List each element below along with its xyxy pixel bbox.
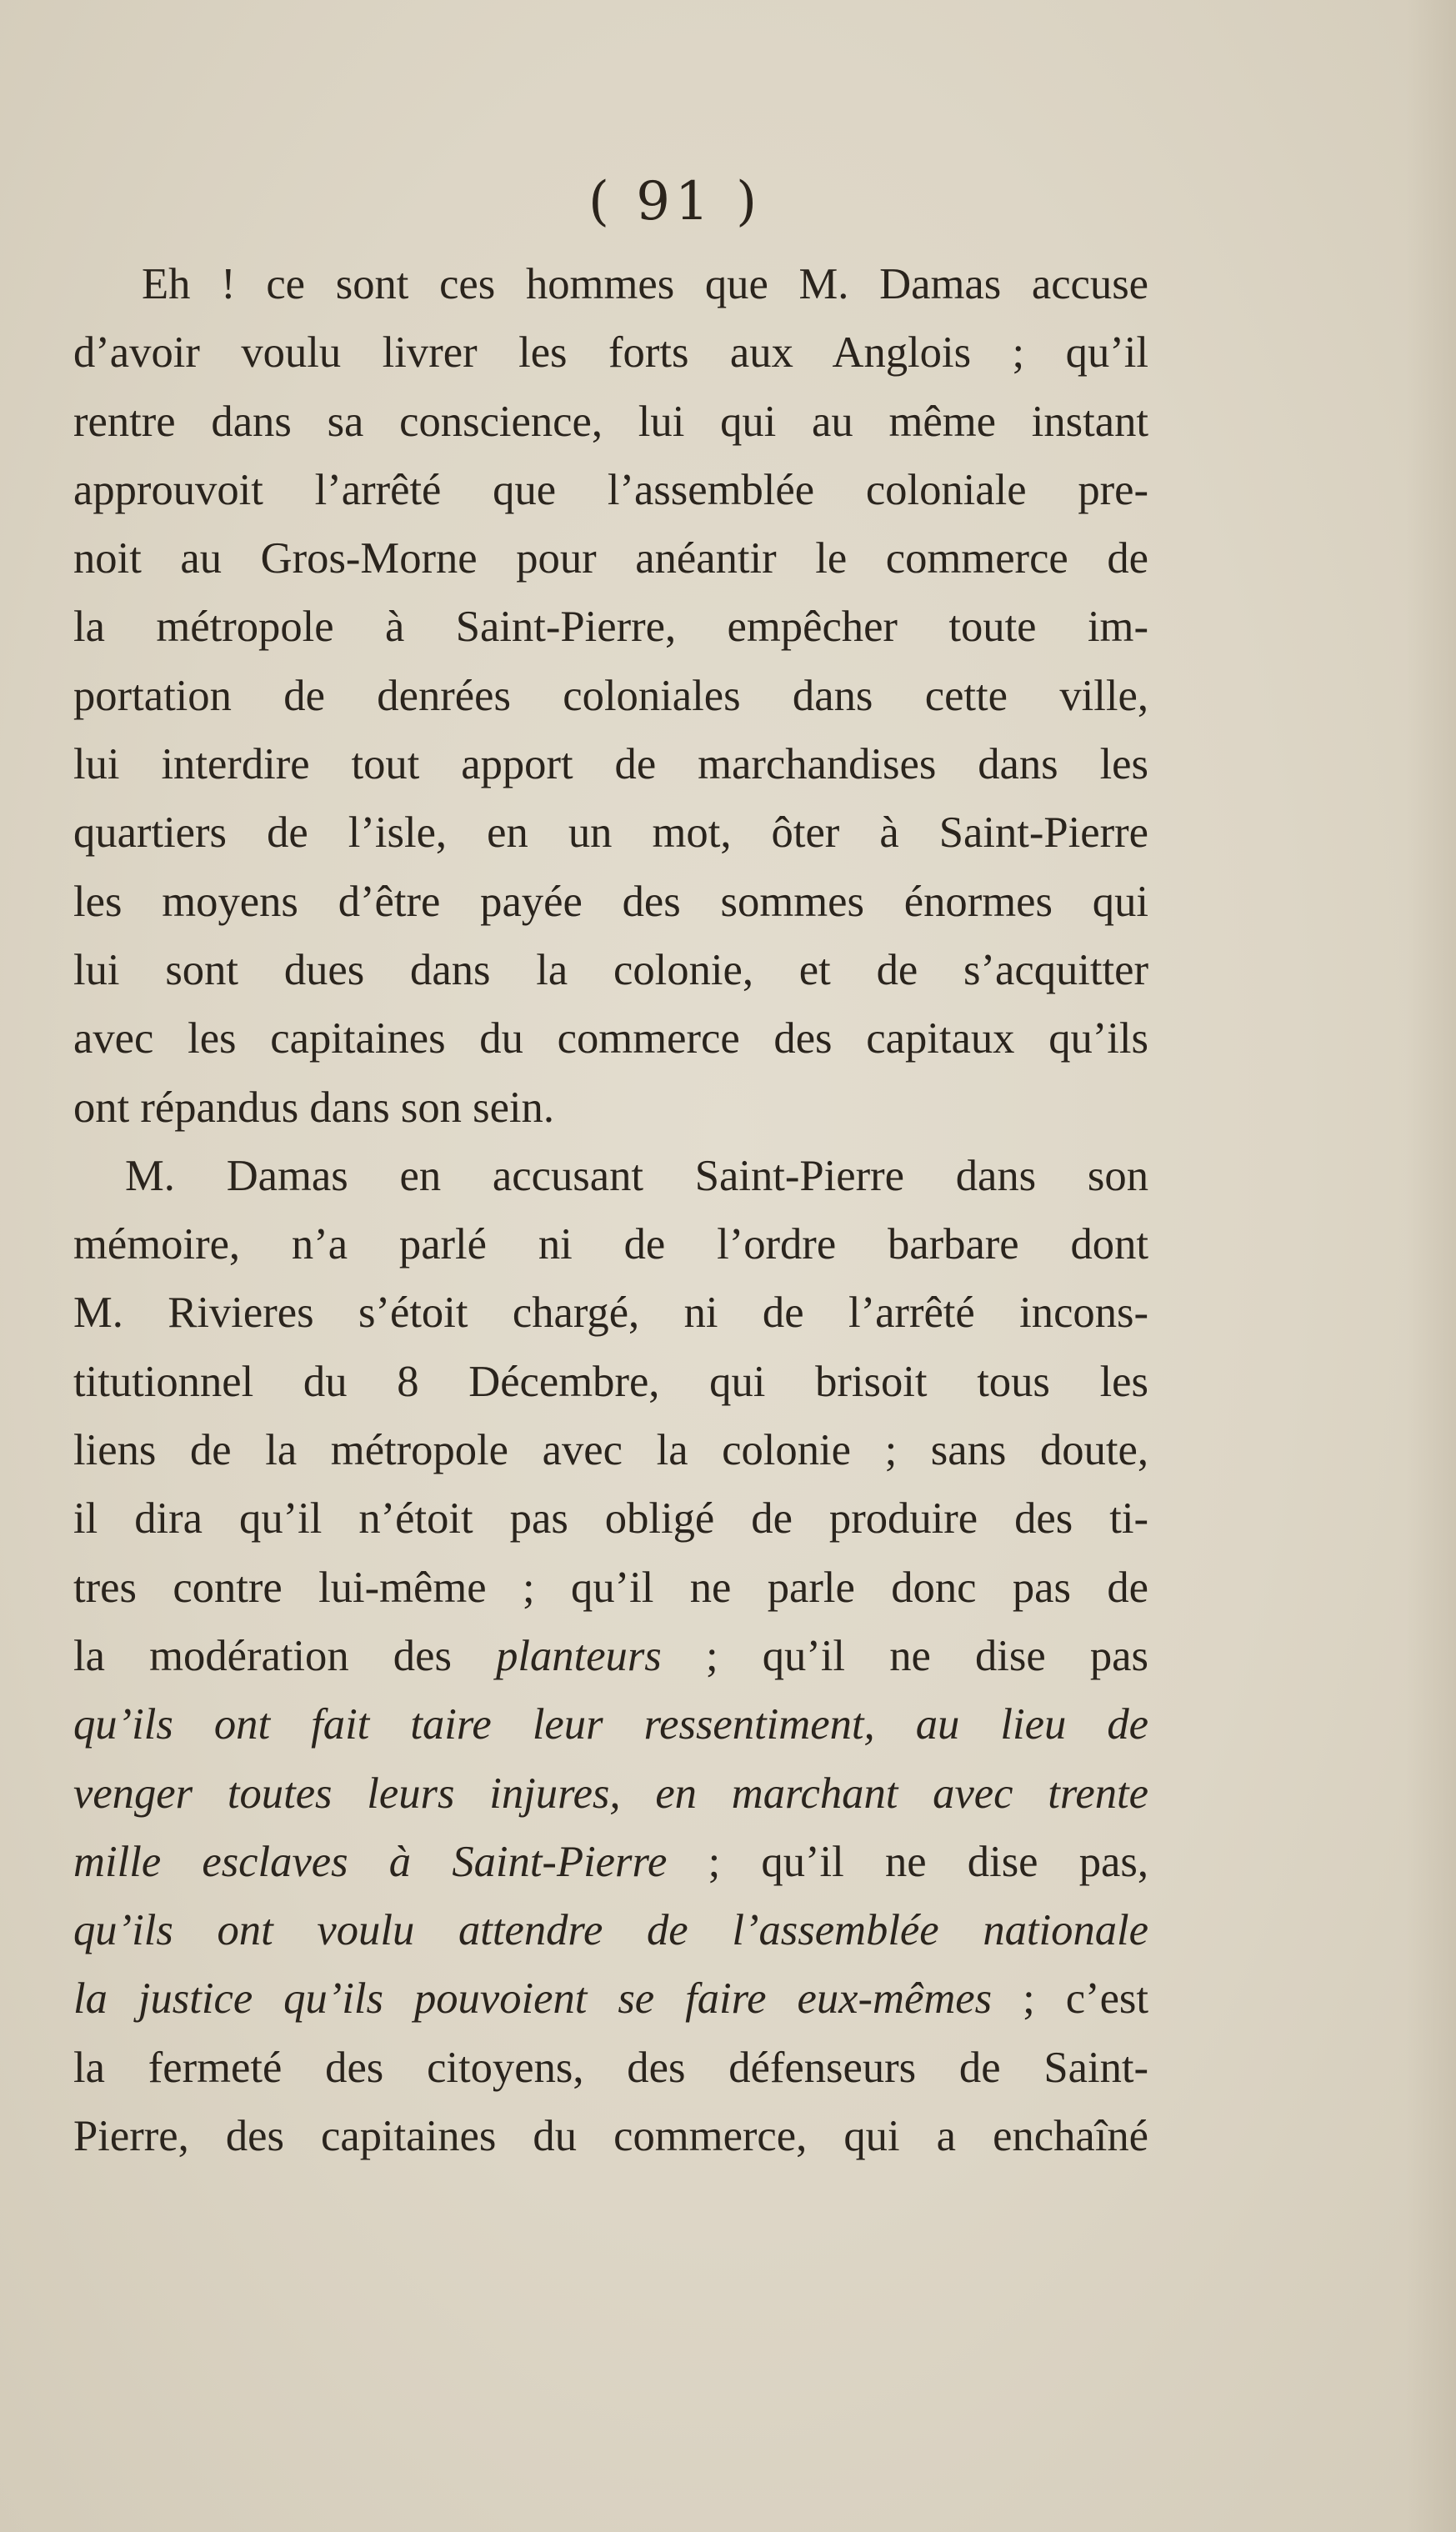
italic-run: la justice qu’ils pouvoient se faire eux-mêmes xyxy=(73,1974,993,2024)
italic-run: qu’ils ont fait taire leur ressentiment, au lieu de xyxy=(73,1700,1148,1749)
text-line-mixed xyxy=(73,1964,1148,2033)
text-line: il dira qu’il n’étoit pas obligé de produire des ti- xyxy=(73,1494,1148,1544)
italic-run: venger toutes leurs injures, en marchant avec trente xyxy=(73,1769,1148,1818)
text-line: liens de la métropole avec la colonie ; sans doute, xyxy=(73,1426,1148,1475)
text-line: portation de denrées coloniales dans cette ville, xyxy=(73,671,1148,720)
text-line-italic xyxy=(73,1690,1148,1759)
text-line: ont répandus dans son sein. xyxy=(73,1083,554,1132)
text-line: titutionnel du 8 Décembre, qui brisoit tous les xyxy=(73,1357,1148,1406)
text-line: noit au Gros-Morne pour anéantir le commerce de xyxy=(73,534,1148,583)
text-line: M. Rivieres s’étoit chargé, ni de l’arrêté incons- xyxy=(73,1289,1148,1338)
text-run: la modération des xyxy=(73,1631,497,1680)
text-run: ; qu’il ne dise pas xyxy=(661,1631,1148,1680)
text-line-italic xyxy=(73,1759,1148,1828)
text-line: tres contre lui-même ; qu’il ne parle donc pas de xyxy=(73,1563,1148,1612)
text-line-italic xyxy=(73,1896,1148,1964)
text-line: rentre dans sa conscience, lui qui au même instant xyxy=(73,397,1148,446)
text-run: ; c’est xyxy=(992,1974,1148,2024)
text-line: M. Damas en accusant Saint-Pierre dans son xyxy=(125,1151,1148,1200)
text-line-mixed xyxy=(73,1622,1148,1690)
text-line: d’avoir voulu livrer les forts aux Anglois ; qu’il xyxy=(73,328,1148,378)
text-line: quartiers de l’isle, en un mot, ôter à Saint-Pierre xyxy=(73,808,1148,858)
italic-run: mille esclaves à Saint-Pierre xyxy=(73,1837,668,1886)
text-line: Pierre, des capitaines du commerce, qui a enchaîné xyxy=(73,2112,1148,2161)
text-line-mixed xyxy=(73,1828,1148,1896)
text-line: lui interdire tout apport de marchandises dans les xyxy=(73,740,1148,789)
text-line: Eh ! ce sont ces hommes que M. Damas accuse xyxy=(142,260,1148,308)
text-line: les moyens d’être payée des sommes énormes qui xyxy=(73,877,1148,926)
text-line: approuvoit l’arrêté que l’assemblée coloniale pre- xyxy=(73,465,1148,514)
text-line: la métropole à Saint-Pierre, empêcher toute im- xyxy=(73,603,1148,652)
page-number: ( 91 ) xyxy=(588,171,763,233)
page-edge-shadow xyxy=(1406,0,1456,2532)
body-text xyxy=(73,250,1148,2170)
text-line: mémoire, n’a parlé ni de l’ordre barbare dont xyxy=(73,1220,1148,1269)
text-line: lui sont dues dans la colonie, et de s’acquitter xyxy=(73,945,1148,994)
italic-run: qu’ils ont voulu attendre de l’assemblée nationale xyxy=(73,1906,1148,1955)
text-line: la fermeté des citoyens, des défenseurs de Saint- xyxy=(73,2043,1148,2092)
text-line: avec les capitaines du commerce des capitaux qu’ils xyxy=(73,1014,1148,1063)
italic-run: planteurs xyxy=(496,1631,662,1680)
text-run: ; qu’il ne dise pas, xyxy=(667,1837,1148,1886)
